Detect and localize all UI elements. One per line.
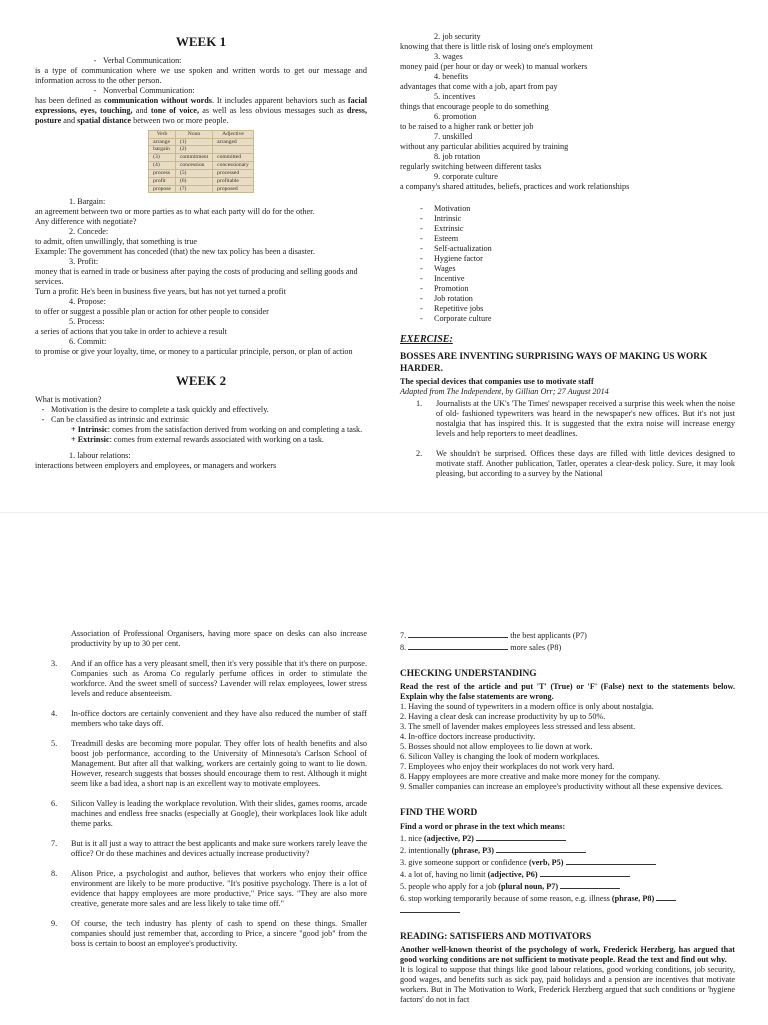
list-item: 5. Treadmill desks are becoming more popular. They offer lots of health benefits and also boost job performance, according to the University of Minnesota's Carlson School of Management. But after all that walking, workers are certainly going to want to lie down. However, research suggests that bosses should encourage them to rest. Although it might seem like a bad idea, a short nap is an excellent way to motivate employees. xyxy=(51,739,367,788)
article-paragraphs xyxy=(400,399,735,479)
list-item: - Job rotation xyxy=(420,294,735,304)
right-column-page1 xyxy=(400,32,735,489)
list-item: 4. In-office doctors are certainly convenient and they have also reduced the number of staff members who take days off. xyxy=(51,709,367,728)
motivation-bullet: - Motivation is the desire to complete a task quickly and effectively. xyxy=(35,405,367,415)
vocab-bargain: 1. Bargain: an agreement between two or more parties as to what each party will do for the other. Any difference with negotiate? xyxy=(35,197,315,227)
motivation-bullet: - Can be classified as intrinsic and extrinsic xyxy=(35,415,367,425)
labour-relations-term: 1. labour relations: xyxy=(69,451,131,461)
article-source: Adapted from The Independent, by Gillian Orr; 27 August 2014 xyxy=(400,387,609,397)
word-forms-table xyxy=(148,130,254,194)
vocab-process: 5. Process: a series of actions that you take in order to achieve a result xyxy=(35,317,227,337)
answer-blank[interactable] xyxy=(400,904,460,913)
list-item: 9. Smaller companies can increase an employee's productivity without all these expensive devices. xyxy=(400,782,723,792)
list-item: - Wages xyxy=(420,264,735,274)
answer-blank[interactable] xyxy=(540,868,630,877)
week2-title: WEEK 2 xyxy=(175,373,227,389)
vocab-commit: 6. Commit: to promise or give your loyalty, time, or money to a particular principle, person, or plan of action xyxy=(35,337,353,357)
list-item: - Promotion xyxy=(420,284,735,294)
list-item: - Intrinsic xyxy=(420,214,735,224)
table-header: Verb xyxy=(149,130,176,138)
table-row: (3) commitment committed xyxy=(149,154,254,162)
key-word-list xyxy=(400,204,735,324)
extrinsic-note: + Extrinsic: comes from external rewards associated with working on a task. xyxy=(71,435,324,445)
list-item: - Esteem xyxy=(420,234,735,244)
list-item: - Incentive xyxy=(420,274,735,284)
vocab-propose: 4. Propose: to offer or suggest a possible plan or action for other people to consider xyxy=(35,297,269,317)
list-item: 6. stop working temporarily because of some reason, e.g. illness (phrase, P8) xyxy=(400,892,735,904)
list-item: 4. a lot of, having no limit (adjective, P6) xyxy=(400,868,735,880)
list-item: 8. Happy employees are more creative and make more money for the company. xyxy=(400,772,661,782)
left-column-page1 xyxy=(35,30,367,471)
checking-instructions: Read the rest of the article and put 'T' (True) or 'F' (False) next to the statements below. Explain why the false statements are wrong. xyxy=(400,682,735,702)
list-item: - Extrinsic xyxy=(420,224,735,234)
left-column-page2 xyxy=(35,629,367,959)
answer-blank[interactable] xyxy=(476,832,566,841)
list-item: 3. And if an office has a very pleasant smell, then it's very possible that it's there on purpose. Companies such as Aroma Co regularly perfume offices in order to stimulate the workforce. And the sweet smell of success? Lavender will relax employees, lower stress levels and reduce absenteeism. xyxy=(51,659,367,698)
table-row: bargain (2) xyxy=(149,146,254,154)
page-1 xyxy=(0,0,768,512)
list-item: 7. But is it all just a way to attract the best applicants and make sure workers rarely leave the office? Or do these machines and devices actually increase productivity? xyxy=(51,839,367,858)
list-item: 1. nice (adjective, P2) xyxy=(400,832,735,844)
list-item: 2. Having a clear desk can increase productivity by up to 50%. xyxy=(400,712,606,722)
term-item: 5. incentives things that encourage people to do something xyxy=(400,92,549,111)
term-item: 6. promotion to be raised to a higher rank or better job xyxy=(400,112,534,131)
article-headline: BOSSES ARE INVENTING SURPRISING WAYS OF MAKING US WORK HARDER. xyxy=(400,352,708,374)
list-item: - Self-actualization xyxy=(420,244,735,254)
list-item: - Corporate culture xyxy=(420,314,735,324)
intrinsic-note: + Intrinsic: comes from the satisfaction derived from working on and completing a task. xyxy=(71,425,363,435)
term-item: 2. job security knowing that there is little risk of losing one's employment xyxy=(400,32,593,51)
right-column-page2 xyxy=(400,629,735,1005)
table-header: Noun xyxy=(175,130,212,138)
list-item: 5. people who apply for a job (plural noun, P7) xyxy=(400,880,735,892)
list-item: 9. Of course, the tech industry has plenty of cash to spend on these things. Smaller companies should just remember that, according to Price, a sincere "good job" from the boss is certain to boost an employee's productivity. xyxy=(51,919,367,948)
article-subhead: The special devices that companies use to motivate staff xyxy=(400,377,594,387)
article-paragraphs-cont xyxy=(35,659,367,949)
term-item: 4. benefits advantages that come with a job, apart from pay xyxy=(400,72,558,91)
answer-blank[interactable] xyxy=(408,629,508,638)
list-item: 4. In-office doctors increase productivity. xyxy=(400,732,536,742)
table-row: arrange (1) arranged xyxy=(149,138,254,146)
reading-title: READING: SATISFIERS AND MOTIVATORS xyxy=(400,931,592,942)
answer-blank[interactable] xyxy=(496,844,586,853)
vocab-concede: 2. Concede: to admit, often unwillingly, that something is true Example: The government has conceded (that) the new tax policy has been a disaster. xyxy=(35,227,315,257)
term-item: 7. unskilled without any particular abilities acquired by training xyxy=(400,132,569,151)
list-item: 6. Silicon Valley is leading the workplace revolution. With their slides, games rooms, arcade machines and endless free snacks (especially at Google), their workplaces look like adult theme parks. xyxy=(51,799,367,828)
table-row: process (5) processed xyxy=(149,169,254,177)
list-item: 6. Silicon Valley is changing the look of modern workplaces. xyxy=(400,752,600,762)
list-item: 3. The smell of lavender makes employees less stressed and less absent. xyxy=(400,722,636,732)
list-item: - Repetitive jobs xyxy=(420,304,735,314)
vocab-profit: 3. Profit: money that is earned in trade or business after paying the costs of producing and selling goods and services. Turn a profit: He's been in business five years, but has not yet turned a profit xyxy=(35,257,358,297)
list-item: 2. We shouldn't be surprised. Offices these days are filled with little devices designed to motivate staff. Another publication, Tatler, operates a clear-desk policy. Sure, it may look pleasing, but according to a survey by the National xyxy=(416,449,735,479)
list-item: - Motivation xyxy=(420,204,735,214)
exercise-heading: EXERCISE: xyxy=(400,334,453,345)
reading-body: It is logical to suppose that things like good labour relations, good working conditions, job security, good wages, and benefits such as sick pay, paid holidays and a pension are incentives that motivate workers. But in The Motivation to Work, Frederick Herzberg argued that such conditions or 'hygiene factors' do not in fact xyxy=(400,965,735,1005)
list-item: 8. Alison Price, a psychologist and author, believes that workers who enjoy their office environment are likely to be more productive. "It's positive psychology. There is a lot of evidence that happy employees are more productive," Price says. "They are also more creative, generate more sales and are less likely to take time off." xyxy=(51,869,367,908)
list-item: - Hygiene factor xyxy=(420,254,735,264)
term-item: 3. wages money paid (per hour or day or week) to manual workers xyxy=(400,52,588,71)
list-item: 1. Journalists at the UK's 'The Times' newspaper received a surprise this week when the noise of old- fashioned typewriters was heard in the newspaper's new offices. But it's not just nostalgia that has inspired this. It is suggested that the extra noise will increase energy levels and help reporters to meet deadlines. xyxy=(416,399,735,439)
article-continuation: Association of Professional Organisers, having more space on desks can also increase productivity by up to 30 per cent. xyxy=(71,629,367,648)
list-item: 1. Having the sound of typewriters in a modern office is only about nostalgia. xyxy=(400,702,654,712)
fill-in-7: 7. the best applicants (P7) xyxy=(400,631,587,640)
table-row: propose (7) proposed xyxy=(149,185,254,193)
list-item xyxy=(400,904,735,916)
table-row: (4) concession concessionary xyxy=(149,162,254,170)
find-word-instructions: Find a word or phrase in the text which means: xyxy=(400,821,566,831)
page-2 xyxy=(0,512,768,1025)
list-item: 2. intentionally (phrase, P3) xyxy=(400,844,735,856)
find-word-title: FIND THE WORD xyxy=(400,808,478,819)
verbal-label: - Verbal Communication: xyxy=(35,56,367,66)
fill-in-8: 8. more sales (P8) xyxy=(400,643,562,652)
answer-blank[interactable] xyxy=(560,880,620,889)
verbal-definition: is a type of communication where we use spoken and written words to get our message and information across to the other person. xyxy=(35,65,367,85)
list-item: 3. give someone support or confidence (verb, P5) xyxy=(400,856,735,868)
answer-blank[interactable] xyxy=(566,856,656,865)
answer-blank[interactable] xyxy=(656,892,676,901)
answer-blank[interactable] xyxy=(408,641,508,650)
motivation-question: What is motivation? xyxy=(35,395,102,405)
list-item: 7. Employees who enjoy their workplaces do not work very hard. xyxy=(400,762,615,772)
table-header: Adjective xyxy=(213,130,254,138)
term-item: 8. job rotation regularly switching between different tasks xyxy=(400,152,542,171)
labour-relations-def: interactions between employers and employees, or managers and workers xyxy=(35,461,277,471)
nonverbal-label: - Nonverbal Communication: xyxy=(35,86,367,96)
table-row: profit (6) profitable xyxy=(149,177,254,185)
checking-title: CHECKING UNDERSTANDING xyxy=(400,669,537,679)
list-item: 5. Bosses should not allow employees to lie down at work. xyxy=(400,742,593,752)
nonverbal-definition: has been defined as communication without words. It includes apparent behaviors such as facial expressions, eyes, touching, and tone of voice, as well as less obvious messages such as dress, posture and spatial distance between two or more people. xyxy=(35,95,368,125)
term-item: 9. corporate culture a company's shared attitudes, beliefs, practices and work relationships xyxy=(400,172,630,191)
reading-lead: Another well-known theorist of the psychology of work, Frederick Herzberg, has argued that good working conditions are not sufficient to motivate people. Read the text and find out why. xyxy=(400,945,735,965)
week1-title: WEEK 1 xyxy=(175,34,227,49)
